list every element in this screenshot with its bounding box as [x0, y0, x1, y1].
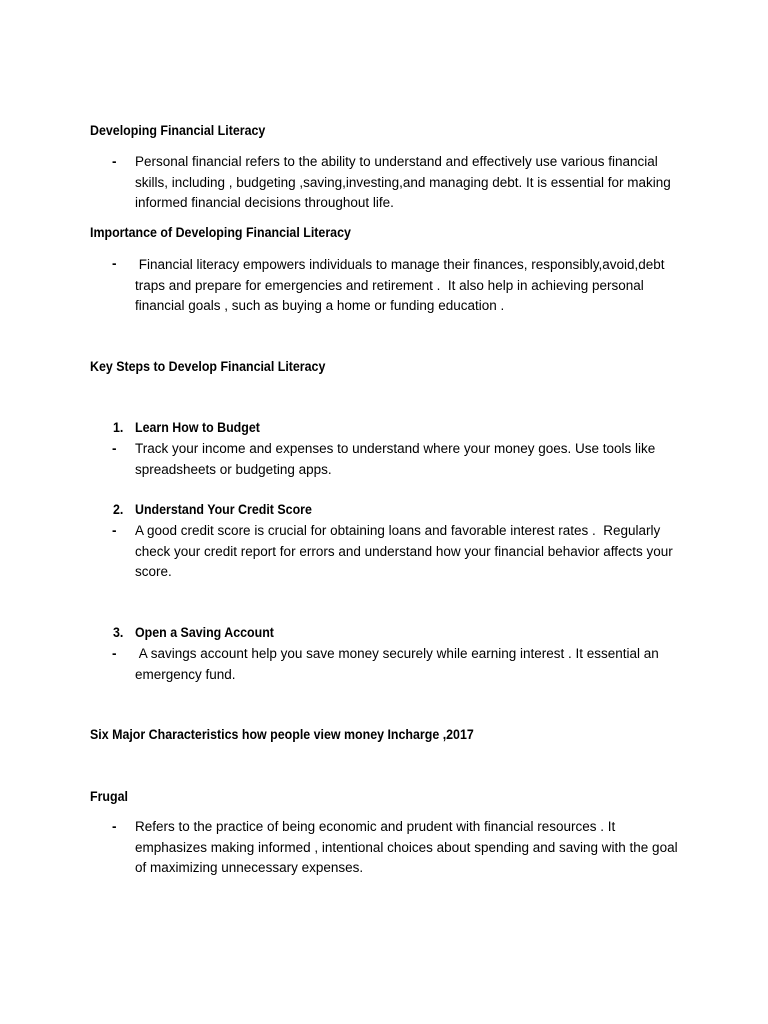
step-1-text: Track your income and expenses to understand where your money goes. Use tools like spreadsheets or budgeting apps.	[135, 441, 656, 477]
paragraph-financial-literacy-empowers: Financial literacy empowers individuals to manage their finances, responsibly,avoid,debt traps and prepare for emergencies and retirement . It also help in achieving personal financial goals , such as buying a home or funding education .	[135, 257, 669, 313]
step-3-number: 3.	[113, 625, 124, 640]
step-3-text: A savings account help you save money securely while earning interest . It essential an emergency fund.	[135, 646, 663, 682]
step-1-title: Learn How to Budget	[135, 420, 260, 435]
heading-importance: Importance of Developing Financial Literacy	[90, 225, 351, 240]
step-2-text: A good credit score is crucial for obtaining loans and favorable interest rates . Regularly check your credit report for errors and understand how your financial behavior affects your score.	[135, 523, 677, 579]
bullet-dash: -	[112, 646, 117, 661]
step-2-title: Understand Your Credit Score	[135, 502, 312, 517]
step-3-title: Open a Saving Account	[135, 625, 274, 640]
heading-frugal: Frugal	[90, 789, 128, 804]
bullet-dash: -	[112, 819, 117, 834]
heading-six-characteristics: Six Major Characteristics how people view money Incharge ,2017	[90, 727, 474, 742]
bullet-dash: -	[112, 256, 117, 271]
step-2-number: 2.	[113, 502, 124, 517]
bullet-dash: -	[112, 441, 117, 456]
bullet-dash: -	[112, 523, 117, 538]
paragraph-frugal: Refers to the practice of being economic and prudent with financial resources . It emphasizes making informed , intentional choices about spending and saving with the goal of maximizing unnecessary expenses.	[135, 819, 678, 875]
heading-developing-financial-literacy: Developing Financial Literacy	[90, 123, 266, 138]
paragraph-personal-financial: Personal financial refers to the ability to understand and effectively use various financial skills, including , budgeting ,saving,investing,and managing debt. It is essential for making informed financial decisions throughout life.	[135, 154, 671, 210]
heading-key-steps: Key Steps to Develop Financial Literacy	[90, 359, 326, 374]
bullet-dash: -	[112, 154, 117, 169]
step-1-number: 1.	[113, 420, 124, 435]
